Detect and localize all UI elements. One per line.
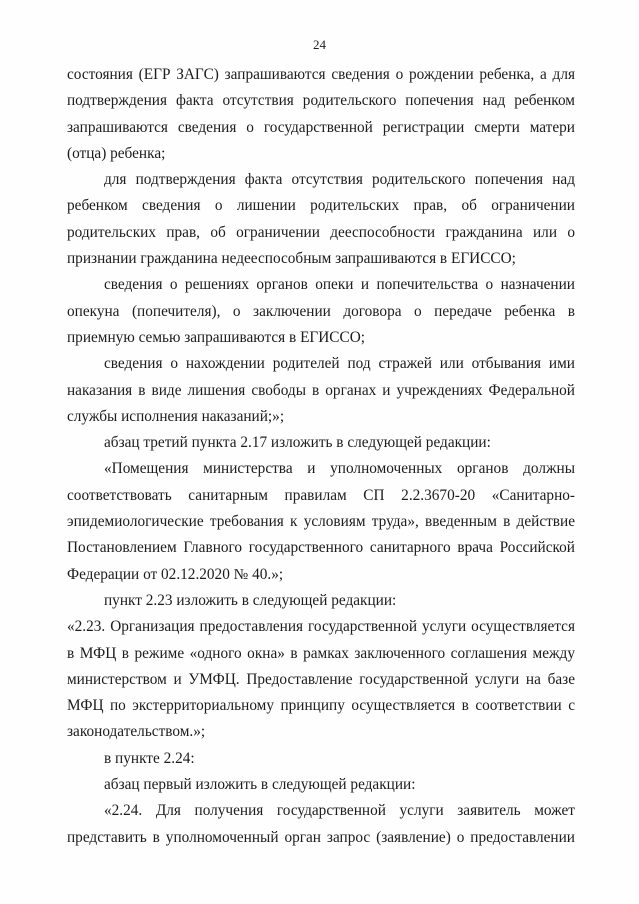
paragraph-egr-zags: состояния (ЕГР ЗАГС) запрашиваются сведения о рождении ребенка, а для подтверждения факта отсутствия родительского попечения над ребенком запрашиваются сведения о государственной регистрации смерти матери (отца) ребенка; xyxy=(67,66,575,162)
paragraph-guardianship: сведения о решениях органов опеки и попечительства о назначении опекуна (попечителя), о заключении договора о передаче ребенка в приемную семью запрашиваются в ЕГИССО; xyxy=(67,276,575,346)
paragraph-amend-2-17: абзац третий пункта 2.17 изложить в следующей редакции: xyxy=(104,434,491,452)
paragraph-amend-2-23: пункт 2.23 изложить в следующей редакции: xyxy=(104,591,397,609)
paragraph-premises: «Помещения министерства и уполномоченных органов должны соответствовать санитарным правилам СП 2.2.3670-20 «Санитарно-эпидемиологические требования к условиям труда», введенным в действие Постановлением Главного государственного санитарного врача Российской Федерации от 02.12.2020 № 40.»; xyxy=(67,460,575,583)
paragraph-in-2-24: в пункте 2.24: xyxy=(104,749,195,767)
page-number: 24 xyxy=(313,37,326,52)
paragraph-custody: сведения о нахождении родителей под стражей или отбывания ими наказания в виде лишения свободы в органах и учреждениях Федеральной службы исполнения наказаний;»; xyxy=(67,355,575,425)
paragraph-first-amend: абзац первый изложить в следующей редакции: xyxy=(104,776,416,794)
paragraph-2-24-text: «2.24. Для получения государственной услуги заявитель может представить в уполномоченный орган запрос (заявление) о предоставлении xyxy=(67,802,575,846)
paragraph-parental-rights: для подтверждения факта отсутствия родительского попечения над ребенком сведения о лишении родительских прав, об ограничении родительских прав, об ограничении дееспособности гражданина или о признании гражданина недееспособным запрашиваются в ЕГИССО; xyxy=(67,171,575,268)
document-body xyxy=(67,62,575,851)
paragraph-2-23-text: «2.23. Организация предоставления государственной услуги осуществляется в МФЦ в режиме «одного окна» в рамках заключенного соглашения между министерством и УМФЦ. Предоставление государственной услуги на базе МФЦ по экстерриториальному принципу осуществляется в соответствии с законодательством.»; xyxy=(67,618,575,741)
